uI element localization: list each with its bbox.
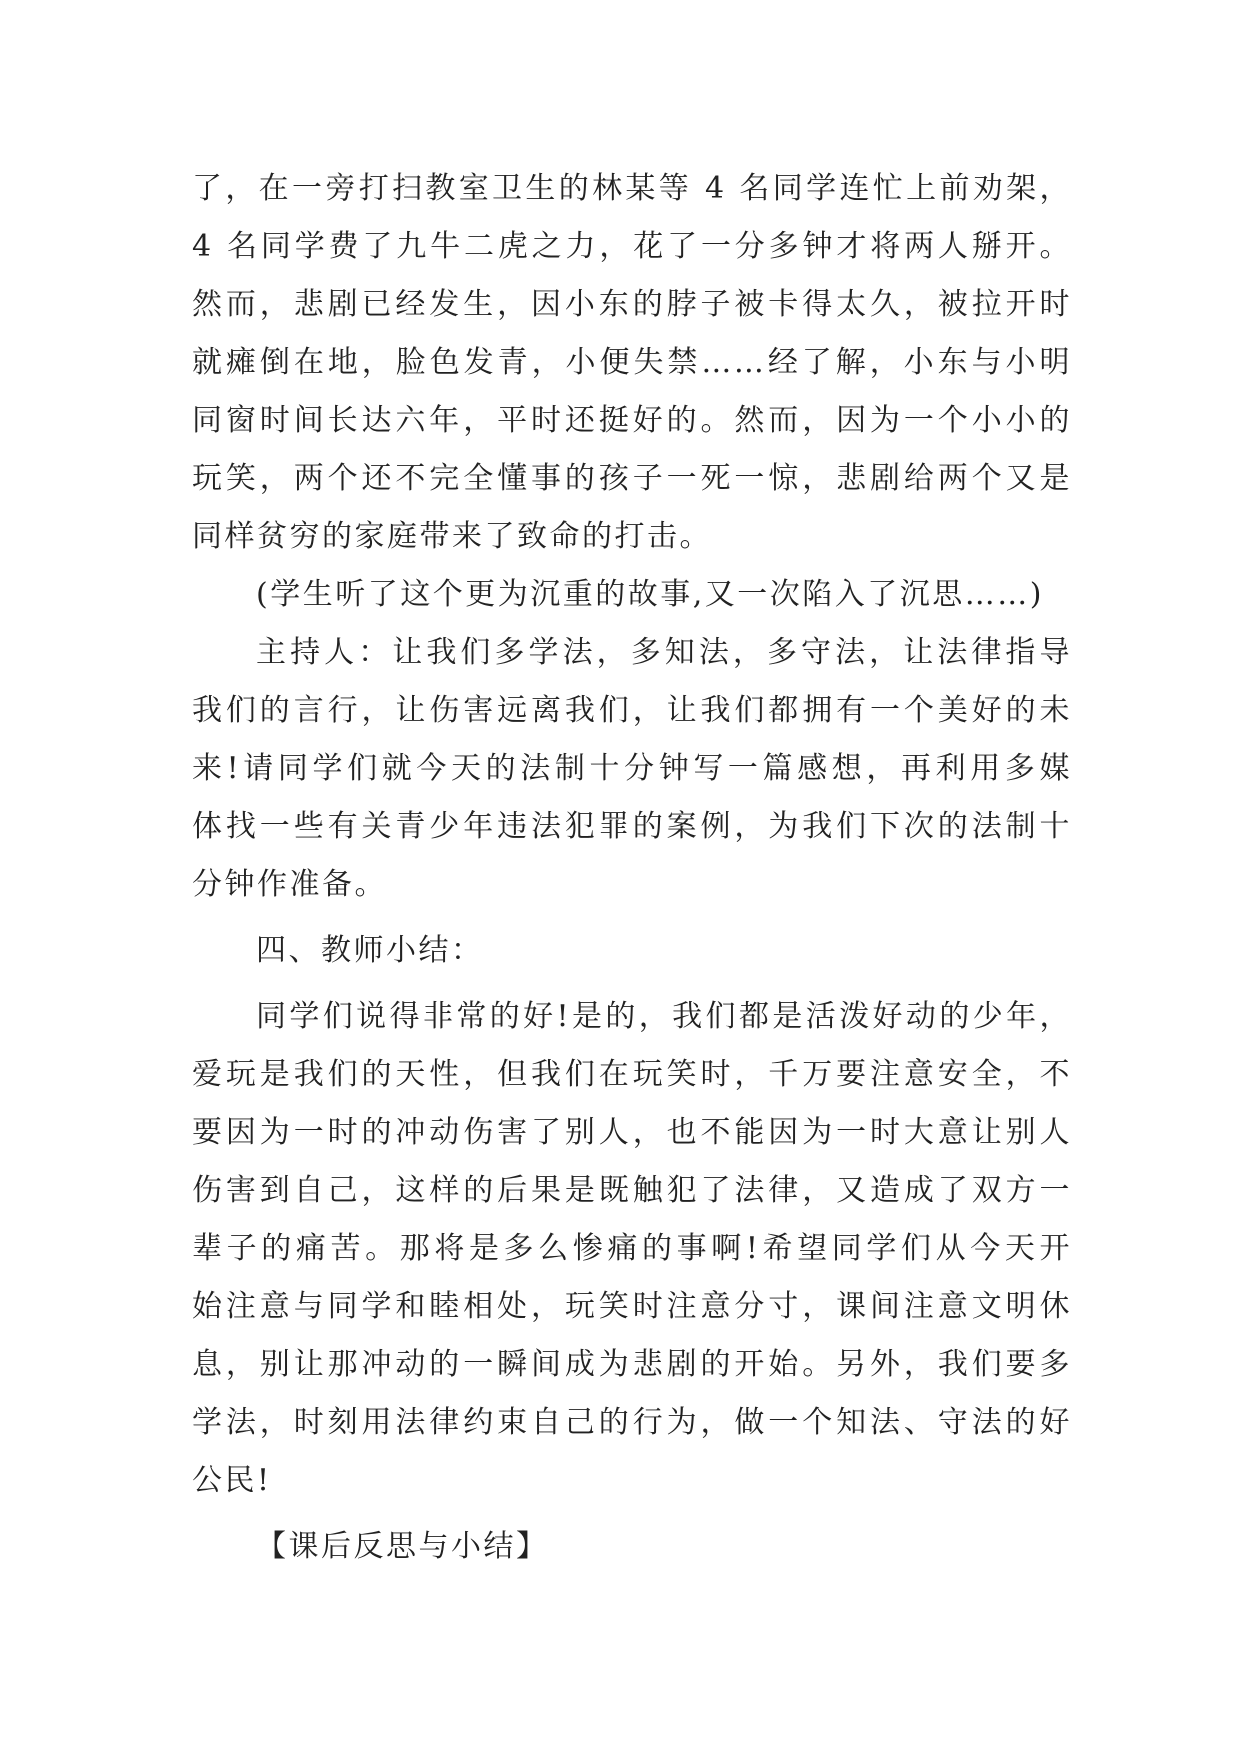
text-line: 来!请同学们就今天的法制十分钟写一篇感想，再利用多媒 <box>192 751 1072 786</box>
section-heading-reflection <box>192 1518 1072 1576</box>
text-line: 4 名同学费了九牛二虎之力，花了一分多钟才将两人掰开。 <box>192 229 1072 264</box>
text-line: 体找一些有关青少年违法犯罪的案例，为我们下次的法制十 <box>192 809 1072 844</box>
section-heading-teacher-summary <box>192 922 1072 980</box>
paragraph-gap <box>192 980 1072 988</box>
text-line: 同窗时间长达六年，平时还挺好的。然而，因为一个小小的 <box>192 403 1072 438</box>
paragraph-gap <box>192 914 1072 922</box>
section-heading: 四、教师小结： <box>256 933 484 968</box>
text-line: 玩笑，两个还不完全懂事的孩子一死一惊，悲剧给两个又是 <box>192 461 1072 496</box>
paragraph-story-ending <box>192 160 1072 566</box>
text-line: 学法，时刻用法律约束自己的行为，做一个知法、守法的好 <box>192 1405 1072 1440</box>
text-line: 息，别让那冲动的一瞬间成为悲剧的开始。另外，我们要多 <box>192 1347 1072 1382</box>
text-line: 同学们说得非常的好!是的，我们都是活泼好动的少年， <box>256 999 1072 1034</box>
document-body <box>192 160 1072 1576</box>
paragraph-stage-direction <box>192 566 1072 624</box>
text-line: 我们的言行，让伤害远离我们，让我们都拥有一个美好的未 <box>192 693 1072 728</box>
paragraph-teacher-summary <box>192 988 1072 1510</box>
text-line: 始注意与同学和睦相处，玩笑时注意分寸，课间注意文明休 <box>192 1289 1072 1324</box>
text-line: 分钟作准备。 <box>192 867 387 902</box>
text-line: 然而，悲剧已经发生，因小东的脖子被卡得太久，被拉开时 <box>192 287 1072 322</box>
text-line: 伤害到自己，这样的后果是既触犯了法律，又造成了双方一 <box>192 1173 1072 1208</box>
section-heading: 【课后反思与小结】 <box>256 1529 549 1564</box>
text-line: 要因为一时的冲动伤害了别人，也不能因为一时大意让别人 <box>192 1115 1072 1150</box>
text-line: 同样贫穷的家庭带来了致命的打击。 <box>192 519 712 554</box>
text-line: 了，在一旁打扫教室卫生的林某等 4 名同学连忙上前劝架， <box>192 171 1072 206</box>
text-line: 公民! <box>192 1463 272 1498</box>
text-line: (学生听了这个更为沉重的故事,又一次陷入了沉思……) <box>256 577 1044 612</box>
paragraph-host-remarks <box>192 624 1072 914</box>
text-line: 主持人：让我们多学法，多知法，多守法，让法律指导 <box>256 635 1072 670</box>
text-line: 辈子的痛苦。那将是多么惨痛的事啊!希望同学们从今天开 <box>192 1231 1072 1266</box>
paragraph-gap <box>192 1510 1072 1518</box>
text-line: 爱玩是我们的天性，但我们在玩笑时，千万要注意安全，不 <box>192 1057 1072 1092</box>
text-line: 就瘫倒在地，脸色发青，小便失禁……经了解，小东与小明 <box>192 345 1072 380</box>
